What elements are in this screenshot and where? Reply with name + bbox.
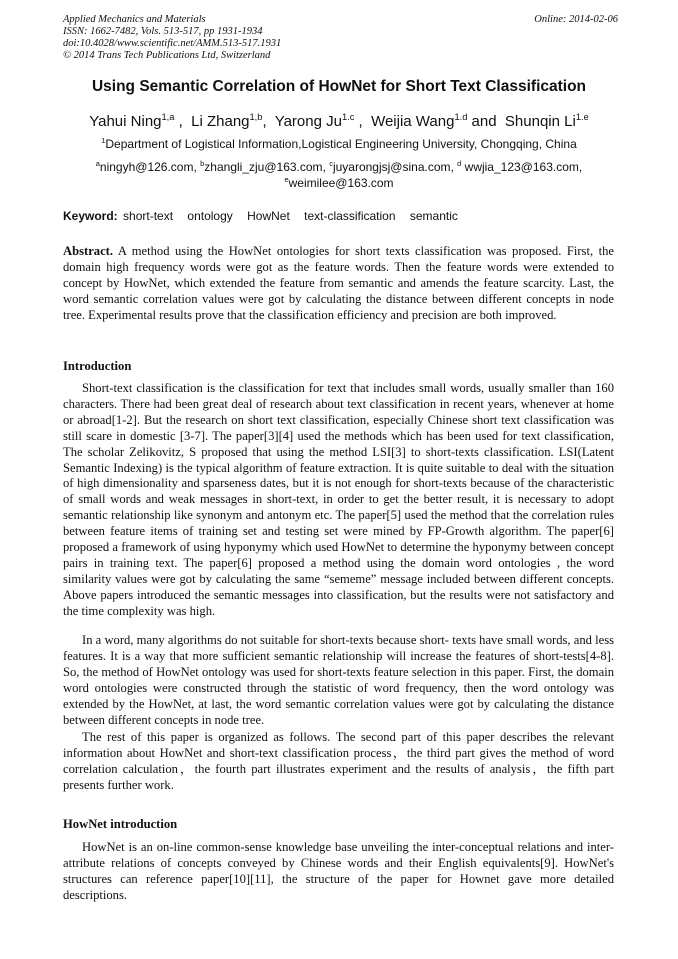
introduction-heading: Introduction — [63, 359, 132, 373]
email-c: juyarongjsj@sina.com, — [332, 160, 458, 174]
author-separator: , — [262, 113, 271, 130]
journal-header — [63, 14, 281, 62]
email-d: wwjia_123@163.com, — [461, 160, 583, 174]
author-name: Shunqin Li — [504, 113, 576, 130]
affiliation-sup: 1 — [101, 136, 106, 145]
email-e: weimilee@163.com — [288, 176, 394, 190]
abstract — [63, 244, 614, 324]
email-line-1 — [0, 159, 678, 175]
hownet-heading: HowNet introduction — [63, 817, 178, 831]
email-sup: c — [329, 159, 333, 168]
keywords — [63, 209, 458, 223]
author-sup: 1.d — [454, 112, 468, 122]
email-sup: e — [284, 175, 289, 184]
online-date: Online: 2014-02-06 — [534, 14, 618, 25]
copyright-line: © 2014 Trans Tech Publications Ltd, Switzerland — [63, 50, 271, 61]
author-separator: , — [354, 113, 367, 130]
author-sup: 1,a — [161, 112, 175, 122]
email-line-2 — [0, 175, 678, 191]
doi-line: doi:10.4028/www.scientific.net/AMM.513-517.1931 — [63, 38, 282, 49]
issn-line: ISSN: 1662-7482, Vols. 513-517, pp 1931-1934 — [63, 26, 263, 37]
email-sup: b — [200, 159, 205, 168]
hownet-paragraph-1: HowNet is an on-line common-sense knowledge base unveiling the inter-conceptual relations and inter-attribute relations of concepts conveyed by Chinese words and their English equivalents[9]. HowNet's structures can reference paper[10][11], the structure of the paper for Hownet gave more detailed descriptions. — [63, 840, 614, 902]
abstract-label: Abstract. — [63, 244, 114, 258]
keywords-label: Keyword: — [63, 209, 118, 223]
email-sup: d — [457, 159, 462, 168]
introduction-paragraph-3: The rest of this paper is organized as follows. The second part of this paper describes the relevant information about HowNet and short-text classification process，the third part gives the method of word correlation calculation，the fourth part illustrates experiment and the results of analysis，the fifth part presents further work. — [63, 730, 614, 792]
author-name: Weijia Wang — [371, 113, 455, 130]
keyword-item: short-text — [123, 209, 174, 223]
affiliation — [0, 137, 678, 151]
email-a: ningyh@126.com, — [99, 160, 201, 174]
author-sup: 1.c — [341, 112, 355, 122]
email-list — [0, 159, 678, 191]
author-name: Yarong Ju — [274, 113, 342, 130]
email-b: zhangli_zju@163.com, — [204, 160, 330, 174]
email-sup: a — [95, 159, 100, 168]
author-separator: and — [467, 113, 501, 130]
journal-name: Applied Mechanics and Materials — [63, 14, 206, 25]
keyword-item: semantic — [409, 209, 458, 223]
author-list — [0, 113, 678, 130]
abstract-text: A method using the HowNet ontologies for short texts classification was proposed. First, the domain high frequency words were got as the feature words. Then the feature words were extended to concept by HowNet, which extended the feature from semantic and amends the feature scarcity. Last, the word semantic correlation values were got by calculating the distance between different concepts in node tree. Experimental results prove that the classification efficiency and precision are both improved. — [63, 244, 614, 322]
introduction-paragraph-2: In a word, many algorithms do not suitable for short-texts because short- texts have small words, and less features. It is a way that more sufficient semantic relationship will increase the features of short-tests[4-8]. So, the method of HowNet ontology was used for short-texts feature selection in this paper. First, the domain word ontologies were constructed through the statistic of word frequency, then the word ontology was extended by the HowNet, at last, the word semantic correlation values were got by calculating the distance between different concepts in node tree. — [63, 633, 614, 727]
introduction-paragraph-1: Short-text classification is the classification for text that includes small words, usually smaller than 160 characters. There had been great deal of research about text classification in recent years, whenever at home or abroad[1-2]. But the research on short text classification, especially Chinese short text classification was still scare in domestic [3-7]. The paper[3][4] used the methods which has been used for text classification, The scholar Zelikovitz, S proposed that using the method LSI[3] to short-texts classification. LSI(Latent Semantic Indexing) is the typical algorithm of feature extraction. It is quite suitable to deal with the situation of high dimensionality and sparseness dates, but it is not enough for short-texts because of the characteristic of small words and weak messages in short-text, in order to get the better result, it is necessary to adopt semantic relationship like synonym and antonym etc. The paper[5] used the method that the correlation rules between feature items of training set and testing set were mined by FP-Growth algorithm. The paper[6] proposed a framework of using hyponymy which used HowNet to determine the hyponymy between concept pairs in training text. The paper[6] proposed a method using the domain word ontologies , the word similarity values were got by calculating the same “sememe” message included between different concepts. Above papers introduced the semantic messages into classification, but the results were not satisfactory and the time complexity was high. — [63, 381, 614, 618]
author-name: Yahui Ning — [89, 113, 162, 130]
affiliation-text: Department of Logistical Information,Logistical Engineering University, Chongqing, China — [105, 137, 577, 151]
keyword-item: ontology — [187, 209, 233, 223]
author-sup: 1.e — [575, 112, 589, 122]
author-separator: , — [174, 113, 187, 130]
author-name: Li Zhang — [191, 113, 250, 130]
author-sup: 1,b — [249, 112, 263, 122]
paper-title: Using Semantic Correlation of HowNet for Short Text Classification — [91, 78, 587, 95]
keyword-item: text-classification — [304, 209, 396, 223]
keyword-item: HowNet — [247, 209, 290, 223]
